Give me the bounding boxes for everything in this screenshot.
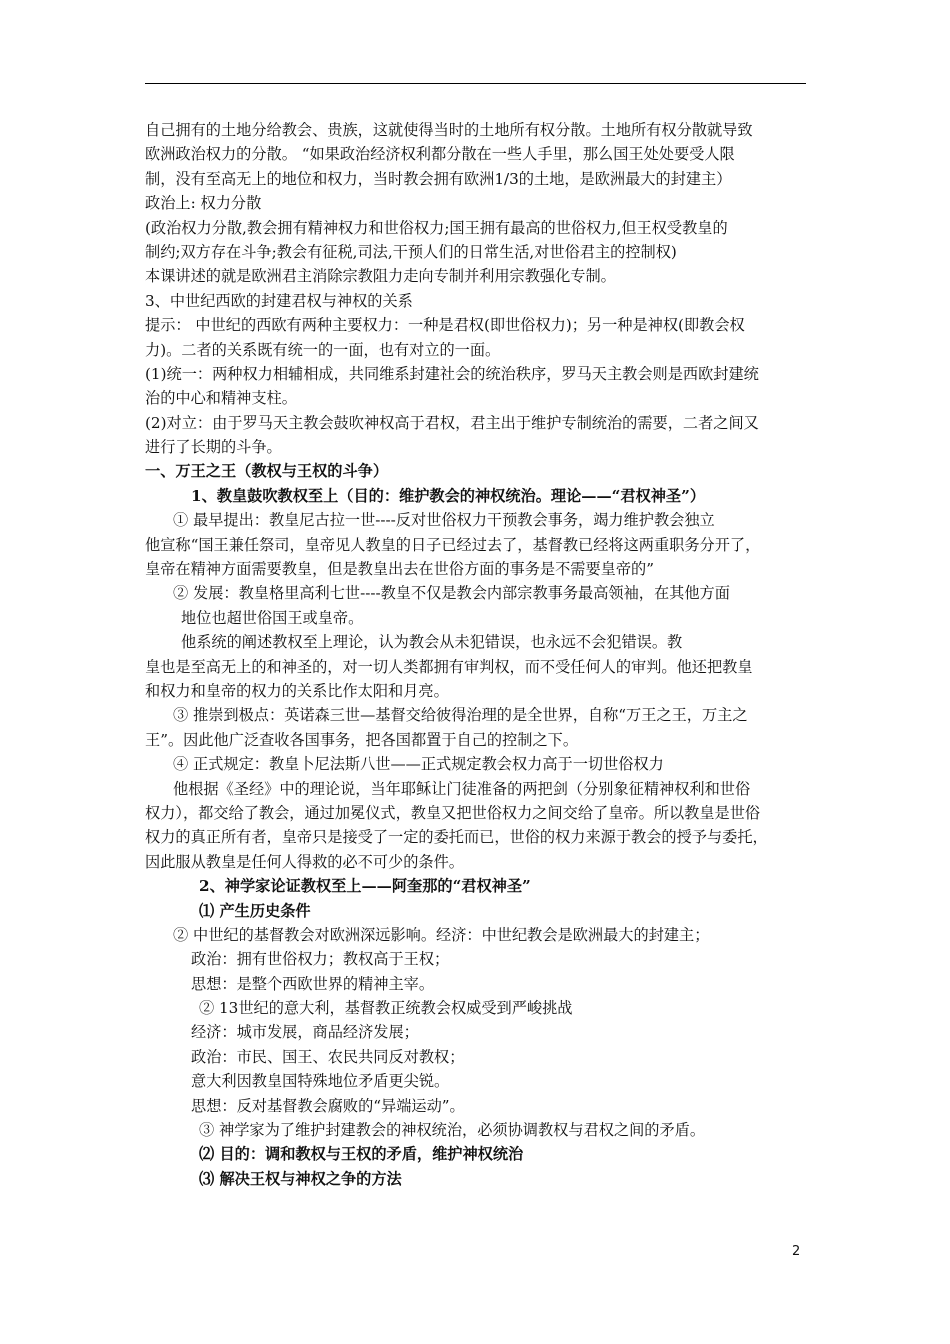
- text-line: 权力），都交给了教会，通过加冕仪式，教皇又把世俗权力之间交给了皇帝。所以教皇是世俗: [145, 803, 761, 822]
- list-heading: ⑶ 解决王权与神权之争的方法: [199, 1169, 402, 1188]
- text-line: 经济：城市发展，商品经济发展；: [191, 1023, 419, 1042]
- text-line: ② 中世纪的基督教会对欧洲深远影响。经济：中世纪教会是欧洲最大的封建主；: [173, 925, 710, 944]
- text-line: ③ 神学家为了维护封建教会的神权统治，必须协调教权与君权之间的矛盾。: [199, 1121, 706, 1140]
- text-line: 本课讲述的就是欧洲君主消除宗教阻力走向专制并利用宗教强化专制。: [145, 267, 616, 286]
- text-line: 王”。因此他广泛查收各国事务，把各国都置于自己的控制之下。: [145, 730, 579, 749]
- section-heading: 3、中世纪西欧的封建君权与神权的关系: [145, 291, 413, 310]
- text-line: ② 13世纪的意大利，基督教正统教会权威受到严峻挑战: [199, 999, 573, 1018]
- text-line: 自己拥有的土地分给教会、贵族，这就使得当时的土地所有权分散。土地所有权分散就导致: [145, 121, 753, 139]
- text-line: 皇也是至高无上的和神圣的，对一切人类都拥有审判权，而不受任何人的审判。他还把教皇: [145, 657, 753, 676]
- text-line: 制约;双方存在斗争;教会有征税,司法,干预人们的日常生活,对世俗君主的控制权): [145, 242, 677, 261]
- text-line: 和权力和皇帝的权力的关系比作太阳和月亮。: [145, 681, 449, 700]
- text-line: (1)统一：两种权力相辅相成，共同维系封建社会的统治秩序，罗马天主教会则是西欧封建统: [145, 364, 759, 383]
- text-line: 政治：市民、国王、农民共同反对教权；: [191, 1047, 465, 1066]
- text-line: 思想：是整个西欧世界的精神主宰。: [191, 974, 434, 993]
- text-line: 皇帝在精神方面需要教皇，但是教皇出去在世俗方面的事务是不需要皇帝的”: [145, 560, 654, 579]
- text-line: ④ 正式规定：教皇卜尼法斯八世——正式规定教会权力高于一切世俗权力: [173, 755, 664, 774]
- text-line: ② 发展：教皇格里高利七世----教皇不仅是教会内部宗教事务最高领袖，在其他方面: [173, 584, 730, 603]
- subsection-heading: 1、教皇鼓吹教权至上（目的：维护教会的神权统治。理论——“君权神圣”）: [191, 486, 706, 505]
- text-line: (政治权力分散,教会拥有精神权力和世俗权力;国王拥有最高的世俗权力,但王权受教皇的: [145, 218, 728, 237]
- header-rule: [145, 83, 806, 84]
- text-line: 他系统的阐述教权至上理论，认为教会从未犯错误，也永远不会犯错误。教: [181, 633, 683, 652]
- text-line: 欧洲政治权力的分散。 “如果政治经济权利都分散在一些人手里，那么国王处处要受人限: [145, 145, 735, 164]
- text-line: 他宣称“国王兼任祭司，皇帝见人教皇的日子已经过去了，基督教已经将这两重职务分开了，: [145, 535, 761, 554]
- subsection-heading: 2、神学家论证教权至上——阿奎那的“君权神圣”: [199, 877, 531, 896]
- text-line: (2)对立：由于罗马天主教会鼓吹神权高于君权，君主出于维护专制统治的需要，二者之间又: [145, 413, 759, 432]
- text-line: 政治上: 权力分散: [145, 194, 262, 213]
- text-line: 他根据《圣经》中的理论说，当年耶稣让门徒准备的两把剑（分别象征精神权利和世俗: [173, 779, 751, 798]
- text-line: 因此服从教皇是任何人得救的必不可少的条件。: [145, 852, 464, 871]
- text-line: 地位也超世俗国王或皇帝。: [181, 608, 364, 627]
- text-line: 意大利因教皇国特殊地位矛盾更尖锐。: [191, 1072, 450, 1091]
- text-line: 力)。二者的关系既有统一的一面，也有对立的一面。: [145, 340, 501, 359]
- text-line: 提示： 中世纪的西欧有两种主要权力：一种是君权(即世俗权力)；另一种是神权(即教会权: [145, 316, 745, 335]
- text-line: 思想：反对基督教会腐败的“异端运动”。: [191, 1096, 465, 1115]
- page-number: 2: [792, 1244, 801, 1259]
- list-heading: ⑵ 目的：调和教权与王权的矛盾，维护神权统治: [199, 1145, 524, 1164]
- text-line: 治的中心和精神支柱。: [145, 389, 297, 408]
- text-line: 政治：拥有世俗权力；教权高于王权；: [191, 950, 450, 969]
- text-line: ① 最早提出：教皇尼古拉一世----反对世俗权力干预教会事务，竭力维护教会独立: [173, 511, 715, 530]
- chapter-heading: 一、万王之王（教权与王权的斗争）: [145, 462, 388, 481]
- text-line: 进行了长期的斗争。: [145, 438, 282, 457]
- text-line: 制，没有至高无上的地位和权力，当时教会拥有欧洲1/3的土地，是欧洲最大的封建主）: [145, 169, 732, 188]
- document-body: [145, 118, 810, 1191]
- text-line: 权力的真正所有者，皇帝只是接受了一定的委托而已，世俗的权力来源于教会的授予与委托，: [145, 828, 768, 847]
- list-heading: ⑴ 产生历史条件: [199, 901, 311, 920]
- text-line: ③ 推崇到极点：英诺森三世—基督交给彼得治理的是全世界，自称“万王之王，万主之: [173, 706, 748, 725]
